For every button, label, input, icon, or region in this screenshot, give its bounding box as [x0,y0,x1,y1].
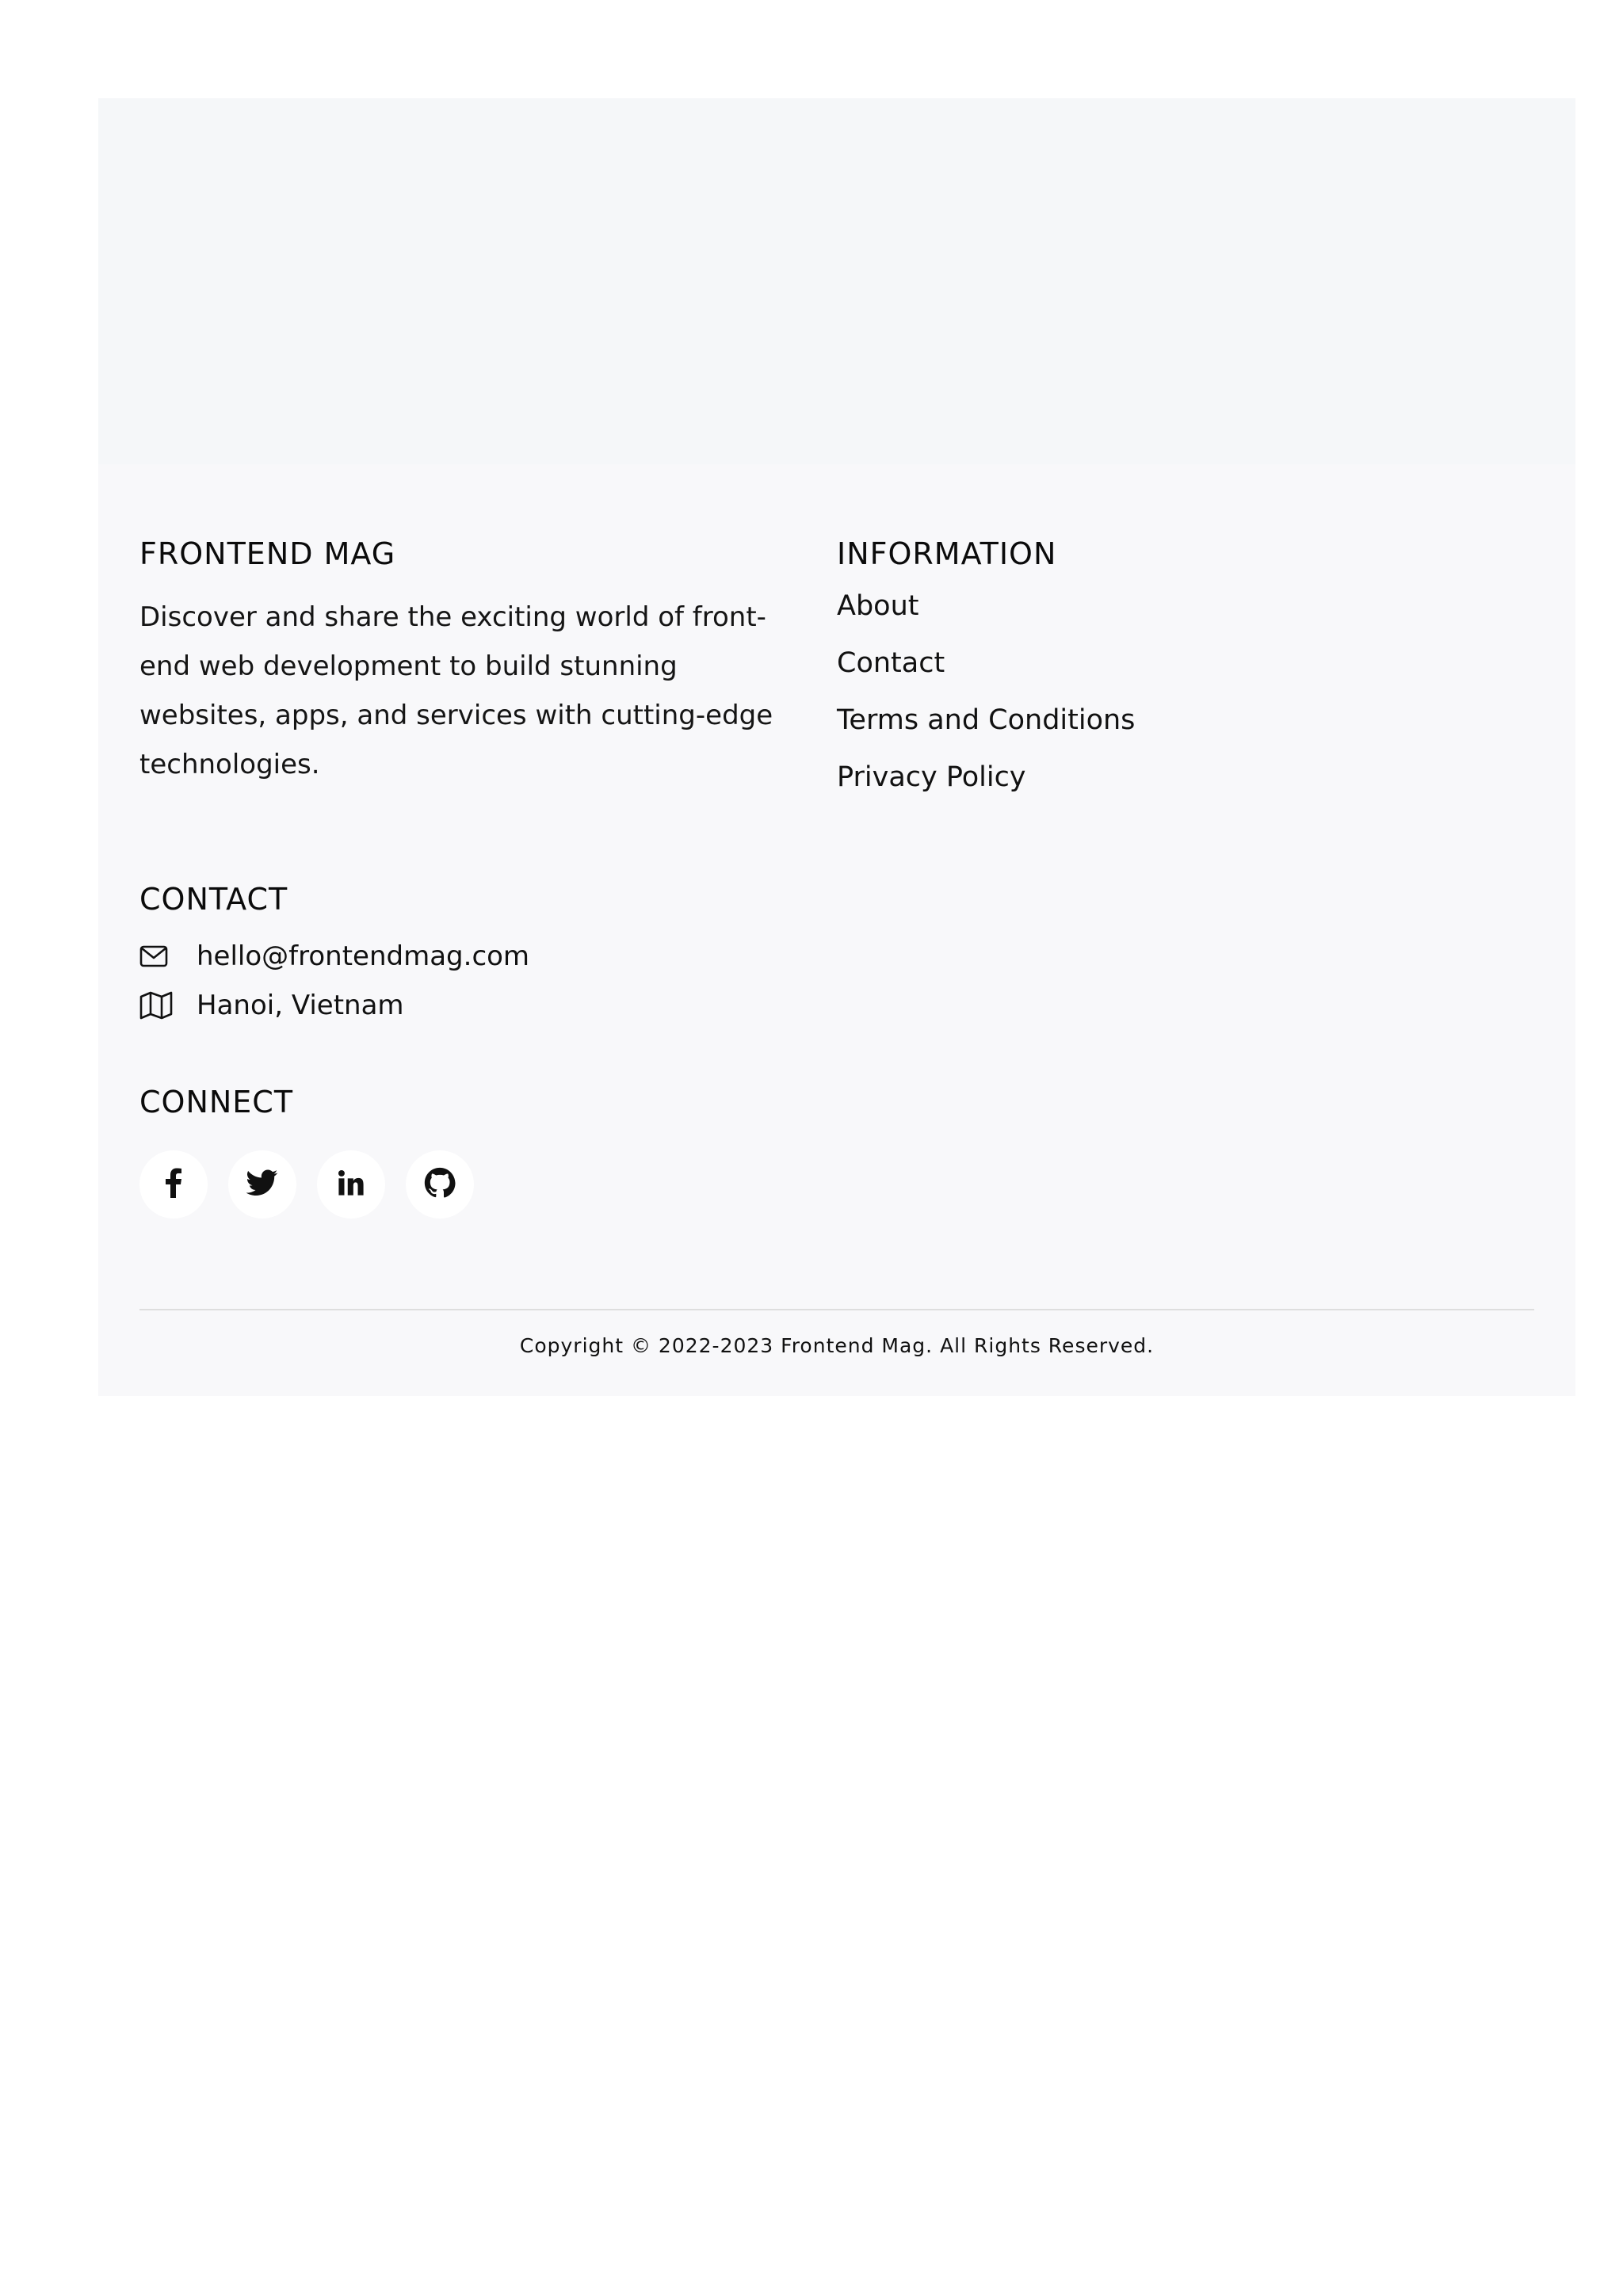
contact-location-item [139,989,789,1022]
twitter-button[interactable] [228,1150,296,1219]
footer-divider [139,1309,1534,1310]
map-icon [139,989,173,1022]
connect-heading: CONNECT [139,1085,294,1119]
information-heading: INFORMATION [837,536,1057,571]
information-links [837,590,1392,793]
page-frame [98,98,1575,1396]
about-link[interactable]: About [837,590,919,622]
contact-list [139,940,789,1022]
facebook-button[interactable] [139,1150,208,1219]
information-item-terms [837,704,1392,736]
contact-link[interactable]: Contact [837,647,945,679]
brand-heading: FRONTEND MAG [139,536,396,571]
privacy-policy-link[interactable]: Privacy Policy [837,761,1026,793]
github-button[interactable] [406,1150,474,1219]
social-links [139,1150,789,1219]
github-icon [424,1167,456,1202]
copyright-text: Copyright © 2022-2023 Frontend Mag. All Rights Reserved. [519,1334,1155,1357]
contact-heading: CONTACT [139,882,288,917]
linkedin-button[interactable] [317,1150,385,1219]
site-footer [98,464,1575,1396]
twitter-icon [246,1169,278,1199]
contact-location: Hanoi, Vietnam [197,990,404,1021]
information-item-contact [837,647,1392,679]
hero-placeholder [98,98,1575,464]
information-section [837,536,1392,821]
about-section [139,536,789,789]
contact-email-item [139,940,789,973]
contact-email[interactable]: hello@frontendmag.com [197,940,530,972]
terms-link[interactable]: Terms and Conditions [837,704,1136,736]
envelope-icon [139,940,173,973]
facebook-icon [165,1168,182,1201]
connect-section [139,1087,789,1219]
contact-section [139,884,789,1038]
information-item-privacy [837,761,1392,793]
linkedin-icon [338,1169,365,1199]
information-item-about [837,590,1392,622]
brand-description: Discover and share the exciting world of front-end web development to build stunning websites, apps, and services with cutting-edge technologies. [139,601,773,780]
